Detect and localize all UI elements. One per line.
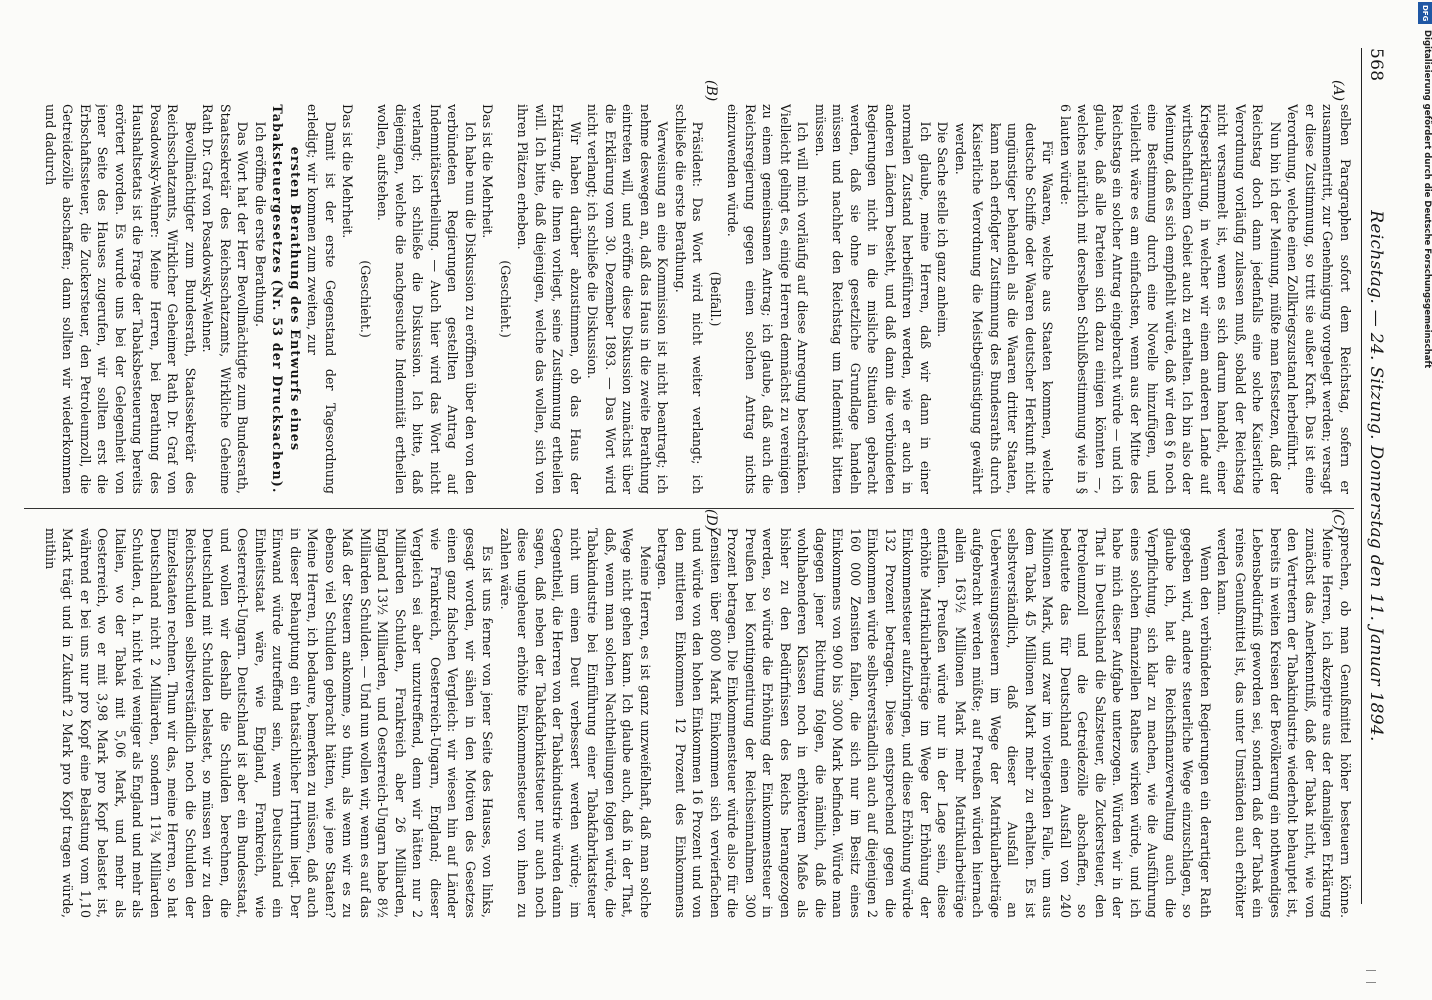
quoted-provision: Für Waaren, welche aus Staaten kommen, welche deutsche Schiffe oder Waaren deutscher Herkunft nicht ungünstiger behandeln als die Waaren dritter Staaten, kann nach erfolgter Zustimmung des Bundesraths durch Kaiserliche Verordnung die Meistbegünstigung gewährt werden. xyxy=(953,122,1056,494)
paragraph: Es ist uns ferner von jener Seite des Hauses, von links, gesagt worden, wir sähen in den Motiven des Gesetzes einen ganz falschen Vergleich: wir wiesen hin auf Länder wie Frankreich, Oesterreich-Ungarn, England; dieser Vergleich sei aber unzutreffend, denn wir hätten nur 2 Milliarden Schulden, Frankreich aber 26 Milliarden, England 13½ Milliarden, und Oesterreich-Ungarn habe 8½ Milliarden Schulden. — Und nun wollen wir, wenn es auf das Maß der Steuern ankomme, so thun, als wenn wir es zu ebenso viel Schulden gebracht hätten, wie jene Staaten? Meine Herren, ich bedaure, bemerken zu müssen, daß auch in dieser Behauptung ein thatsächlicher Irrthum liegt. Der Einwand würde zutreffend sein, wenn Deutschland ein Einheitsstaat wäre, wie England, Frankreich, wie Oesterreich-Ungarn. Deutschland ist aber ein Bundesstaat, und wollen wir deshalb die Schulden berechnen, die Deutschland mit Schulden belastet, so müssen wir zu den Reichsschulden selbstverständlich noch die Schulden der Einzelstaaten rechnen. Thun wir das, meine Herren, so hat Deutschland nicht 2 Milliarden, sondern 11¾ Milliarden Schulden, d. h. nicht viel weniger als England und mehr als Italien, wo der Tabak mit 5,06 Mark, und mehr als Oesterreich, wo er mit 3,98 Mark pro Kopf belastet ist, während er bei uns nur pro Kopf eine Belastung vom 1,10 Mark trägt und in Zukunft 2 Mark pro Kopf tragen würde, mithin xyxy=(43,528,496,918)
paragraph: Das ist die Mehrheit. xyxy=(480,104,496,239)
paragraph: selben Paragraphen sofort dem Reichstag, sofern er zusammentritt, zur Genehmigung vorgelegt werden; versagt er diese Zustimmung, so tritt sie außer Kraft. Das ist eine Verordnung, welche einen Zollkriegszustand herbeiführt. xyxy=(1285,104,1353,494)
paragraph: Das Wort hat der Herr Bevollmächtigte zum Bundesrath, Staatssekretär des Reichsschatzamts, Wirkliche Geheime Rath Dr. Graf von Posadowsky-Wehner. xyxy=(200,104,251,494)
digitization-sidebar xyxy=(1418,0,1432,1000)
digitization-credit: Digitalisierung gefördert durch die Deutsche Forschungsgemeinschaft xyxy=(1422,30,1432,369)
margin-mark-d: (D) xyxy=(703,509,719,532)
stage-direction: (Geschieht.) xyxy=(358,260,373,338)
paragraph: sprechen, ob man Genußmittel höher besteuern könne. Meine Herren, ich akzeptire aus der damaligen Erklärung zunächst das Anerkenntniß, daß der Tabak nicht, wie von den Vertretern der Tabakindustrie wiederholt behauptet ist, bereits in weiten Kreisen der Bevölkerung ein nothwendiges Lebensbedürfniß geworden sei, sondern daß der Tabak ein reines Genußmittel ist, das unter Umständen auch erhöhter werden kann. xyxy=(1215,528,1353,918)
paragraph: Ich habe nun die Diskussion zu eröffnen über den von den verbündeten Regierungen gestellten Antrag auf Indemnitätsertheilung. — Auch hier wird das Wort nicht verlangt; ich schließe die Diskussion. Ich bitte, daß diejenigen, welche die nachgesuchte Indemnität ertheilen wollen, aufstehen. xyxy=(375,104,478,494)
paragraph: Verweisung an eine Kommission ist nicht beantragt; ich nehme deswegen an, daß das Haus in die zweite Berathung eintreten will, und eröffne diese Diskussion zunächst über die Erklärung vom 30. Dezember 1893. — Das Wort wird nicht verlangt; ich schließe die Diskussion. xyxy=(585,104,671,494)
running-title: Reichstag. — 24. Sitzung. Donnerstag den 11. Januar 1894. xyxy=(1366,210,1386,742)
stage-direction: (Beifall.) xyxy=(708,271,723,327)
left-column xyxy=(24,104,1354,494)
paragraph: Das ist die Mehrheit. xyxy=(340,104,356,239)
page-number: 568 xyxy=(1366,48,1386,82)
paragraph: Ich eröffne die erste Berathung. xyxy=(253,121,268,328)
paragraph: Wir haben darüber abzustimmen, ob das Haus der Erklärung, die Ihnen vorliegt, seine Zustimmung ertheilen will. Ich bitte, daß diejenigen, welche das wollen, sich von ihren Plätzen erheben. xyxy=(515,104,583,494)
margin-mark-a: (A) xyxy=(1330,80,1346,102)
page-header xyxy=(1361,48,1392,904)
dfg-logo: DFG xyxy=(1418,2,1432,24)
speaker-paragraph: Bevollmächtigter zum Bundesrath, Staatssekretär des Reichsschatzamts, Wirklicher Geheimer Rath Dr. Graf von Posadowsky-Wehner: Meine Herren, bei Berathung des Haushaltsetats ist die Frage der Tabaksbesteuerung bereits erörtert worden. Es wurde uns bei der Gelegenheit von jener Seite des Hauses zugerufen, wir sollten erst die Erbschaftssteuer, die Zuckersteuer, den Petroleumzoll, die Getreidezölle abschaffen; dann sollten wir wiederkommen und dadurch xyxy=(43,104,198,494)
margin-mark-b: (B) xyxy=(703,80,719,102)
margin-mark-c: (C) xyxy=(1330,509,1346,531)
right-column xyxy=(24,528,1354,918)
paragraph: Die Sache stelle ich ganz anheim. xyxy=(935,121,951,338)
paragraph: Damit ist der erste Gegenstand der Tagesordnung erledigt; wir kommen zum zweiten, zur xyxy=(305,104,338,494)
paragraph: Nun bin ich der Meinung, müßte man festsetzen, daß der Reichstag doch dann jedenfalls eine solche Kaiserliche Verordnung vorläufig zulassen muß, sobald der Reichstag nicht versammelt ist, wenn es sich darum handelt, einer Kriegserklärung, in welcher wir einem anderen Lande auf wirthschaftlichem Gebiet auch zu erhalten. Ich bin also der Meinung, daß es sich empfiehlt würde, daß wir den § 6 noch eine Bestimmung durch eine Novelle hinzufügen, und vielleicht wäre es am einfachsten, wenn aus der Mitte des Reichstags ein solcher Antrag eingebracht würde — und ich glaube, daß alle Parteien sich dazu einigen könnten —, welches natürlich mit derselben Schlußbestimmung wie in § 6 lauten würde: xyxy=(1058,104,1283,494)
crop-mark xyxy=(1366,982,1376,983)
paragraph: Ich will mich vorläufig auf diese Anregung beschränken. Vielleicht gelingt es, einige Herren demnächst zu vereinigen zu einem gemeinsamen Antrag; ich glaube, daß auch die Reichsregierung gegen einen solchen Antrag nichts einzuwenden würde. xyxy=(725,104,811,494)
paragraph: Ich glaube, meine Herren, daß wir dann in einer normalen Zustand herbeiführen werden, wie er auch in anderen Ländern besteht, und daß dann die verbündeten Regierungen nicht in die misliche Situation gebracht werden, daß sie ohne gesetzliche Grundlage handeln müssen und nachher den Reichstag um Indemnität bitten müssen. xyxy=(813,104,933,494)
column-divider xyxy=(24,508,1354,509)
agenda-item-heading: ersten Berathung des Entwurfs eines Tabaksteuergesetzes (Nr. 53 der Drucksachen). xyxy=(270,104,303,494)
speaker-paragraph: Präsident: Das Wort wird nicht weiter verlangt; ich schließe die erste Berathung. xyxy=(673,104,706,494)
stage-direction: (Geschieht.) xyxy=(498,260,513,338)
crop-mark xyxy=(1366,970,1376,971)
paragraph: Meine Herren, es ist ganz unzweifelhaft, daß man solche Wege nicht gehen kann. Ich glaube auch, daß in der That, daß, wenn man solchen Nachtheilungen folgen würde, die Tabakindustrie bei Einführung einer Tabakfabrikatsteuer nicht um einen Deut verbessert werden würde; im Gegentheil, die Herren von der Tabakindustrie würden dann sagen, daß neben der Tabakfabrikatsteuer nur auch noch diese ungeheuer erhöhte Einkommensteuer von ihnen zu zahlen wäre. xyxy=(498,528,653,918)
paragraph: Wenn den verbündeten Regierungen ein derartiger Rath gegeben wird, andere steuerliche Wege einzuschlagen, so glaube ich, hat die Reichsfinanzverwaltung auch die Verpflichtung, sich klar zu machen, wie die Ausführung eines solchen finanziellen Rathes wirken würde, und ich habe mich dieser Aufgabe unterzogen. Würden wir in der That in Deutschland die Salzsteuer, die Zuckersteuer, den Petroleumzoll und die Getreidezölle abschaffen, so bedeutete das für Deutschland einen Ausfall von 240 Millionen Mark, und zwar im vorliegenden Falle, um aus dem Tabak 45 Millionen Mark mehr zu erhalten. Es ist selbstverständlich, daß dieser Ausfall an Ueberweisungssteuern im Wege der Matrikularbeiträge aufgebracht werden müßte; auf Preußen würden hiernach allein 163½ Millionen Mark mehr Matrikularbeiträge entfallen. Preußen würde nur in der Lage sein, diese erhöhte Matrikularbeiträge im Wege der Erhöhung der Einkommensteuer aufzubringen, und diese Erhöhung würde 132 Prozent betragen. Diese entsprechend gegen die Einkommen würde selbstverständlich auch auf diejenigen 2 160 000 Zensiten fallen, die sich nur im Besitz eines Einkommens von 900 bis 3000 Mark befinden. Würde man dagegen jener Richtung folgen, die nämlich, daß die wohlhabenderen Klassen noch in erhöhterem Maße als bisher zu den Bedürfnissen des Reichs herangezogen werden, so würde die Erhöhung der Einkommensteuer in Preußen bei Kontingentirung der Reichseinnahmen 300 Prozent betragen. Die Einkommensteuer würde also für die Zensiten über 8000 Mark Einkommen sich vervierfachen und würde von den hohen Einkommen 16 Prozent und von den mittleren Einkommen 12 Prozent des Einkommens betragen. xyxy=(655,528,1213,918)
